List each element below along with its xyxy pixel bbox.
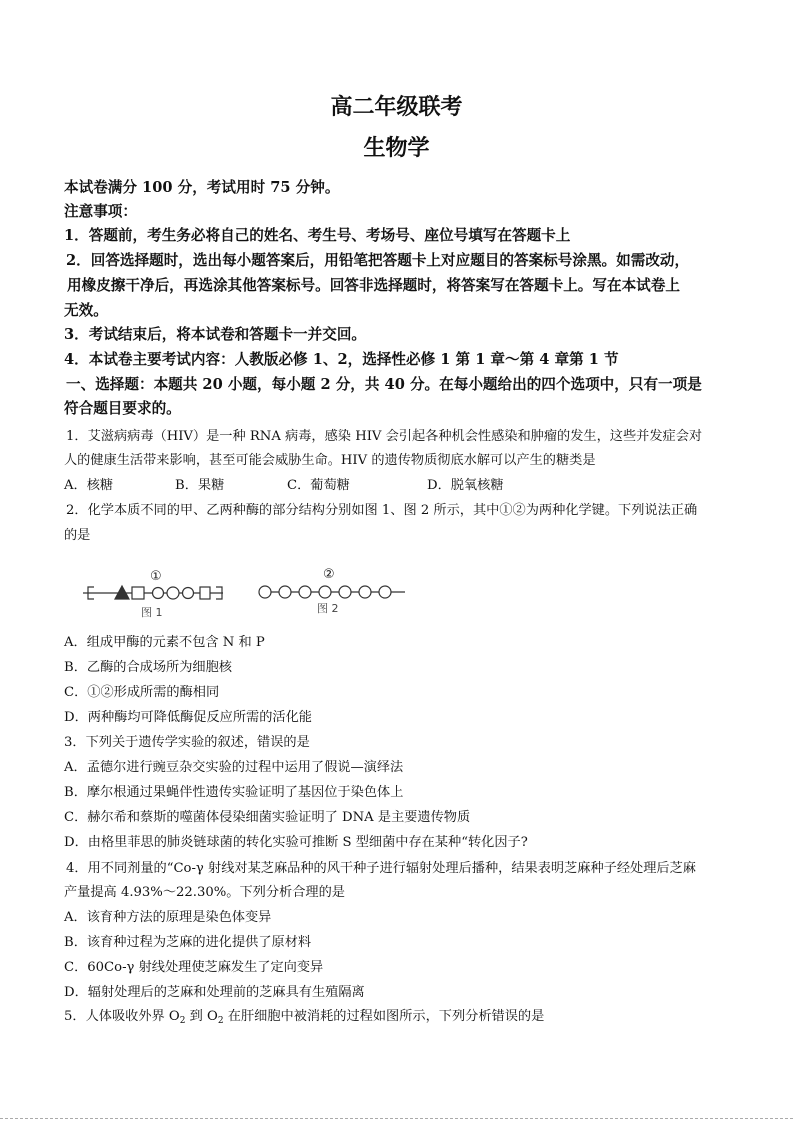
- exam-subject: 生物学: [363, 135, 430, 161]
- q3-option-a: A．孟德尔进行豌豆杂交实验的过程中运用了假说—演绎法: [64, 760, 404, 775]
- bond-2-label: ②: [323, 567, 335, 582]
- q2-option-d: D．两种酶均可降低酶促反应所需的活化能: [64, 710, 312, 725]
- figure-2-chain: [259, 586, 405, 598]
- q4-option-a: A．该育种方法的原理是染色体变异: [64, 910, 272, 925]
- enzyme-structure-figure: [80, 566, 420, 621]
- q5-stem: [64, 1005, 739, 1026]
- q1-option-d: D．脱氧核糖: [427, 478, 504, 493]
- q2-option-b: B．乙酶的合成场所为细胞核: [64, 660, 232, 675]
- figure-1-caption: 图 1: [141, 606, 163, 619]
- figure-1-chain: [83, 586, 223, 599]
- intro-line: 2．回答选择题时，选出每小题答案后，用铅笔把答题卡上对应题目的答案标号涂黑。如需改动，: [66, 252, 690, 269]
- q3-option-b: B．摩尔根通过果蝇伴性遗传实验证明了基因位于染色体上: [64, 785, 404, 800]
- intro-line: 4．本试卷主要考试内容：人教版必修 1、2，选择性必修 1 第 1 章～第 4 章第 1 节: [64, 351, 619, 368]
- q5-stem-c: 在肝细胞中被消耗的过程如图所示，下列分析错误的是: [223, 1009, 545, 1024]
- q1-option-a: A．核糖: [64, 478, 114, 493]
- q1-stem: 人的健康生活带来影响，甚至可能会威胁生命。HIV 的遗传物质彻底水解可以产生的糖类是: [64, 453, 596, 468]
- q2-option-c: C．①②形成所需的酶相同: [64, 685, 220, 700]
- q1-option-b: B．果糖: [175, 478, 225, 493]
- q2-stem: 2．化学本质不同的甲、乙两种酶的部分结构分别如图 1、图 2 所示，其中①②为两种化学键。下列说法正确: [66, 503, 698, 518]
- section-heading: 一、选择题：本题共 20 小题，每小题 2 分，共 40 分。在每小题给出的四个选项中，只有一项是: [66, 376, 702, 393]
- enzyme-diagram: [80, 566, 420, 621]
- exam-title: 高二年级联考: [330, 94, 463, 120]
- intro-line: 用橡皮擦干净后，再选涂其他答案标号。回答非选择题时，将答案写在答题卡上。写在本试卷上: [67, 277, 680, 294]
- page-bottom-divider: [0, 1118, 793, 1119]
- q1-stem: 1．艾滋病病毒（HIV）是一种 RNA 病毒，感染 HIV 会引起各种机会性感染和肿瘤的发生，这些并发症会对: [66, 429, 703, 444]
- q3-stem: 3．下列关于遗传学实验的叙述，错误的是: [64, 735, 310, 750]
- q1-option-c: C．葡萄糖: [287, 478, 350, 493]
- q2-option-a: A．组成甲酶的元素不包含 N 和 P: [64, 635, 265, 650]
- q4-option-c: C．60Co-γ 射线处理使芝麻发生了定向变异: [64, 960, 324, 975]
- q3-option-c: C．赫尔希和蔡斯的噬菌体侵染细菌实验证明了 DNA 是主要遗传物质: [64, 810, 471, 825]
- o2-subscript: 2: [217, 1016, 224, 1026]
- intro-line: 无效。: [64, 302, 108, 319]
- intro-line: 注意事项：: [64, 203, 137, 220]
- section-heading: 符合题目要求的。: [64, 400, 181, 417]
- figure-2-caption: 图 2: [317, 602, 339, 615]
- q5-stem-a: 5．人体吸收外界 O: [64, 1009, 180, 1024]
- q5-stem-b: 到 O: [185, 1009, 218, 1024]
- q2-stem: 的是: [64, 528, 91, 543]
- q3-option-d: D．由格里菲思的肺炎链球菌的转化实验可推断 S 型细菌中存在某种“转化因子?: [64, 835, 528, 850]
- intro-line: 3．考试结束后，将本试卷和答题卡一并交回。: [64, 326, 367, 343]
- intro-line: 本试卷满分 100 分，考试用时 75 分钟。: [64, 179, 340, 196]
- q4-option-d: D．辐射处理后的芝麻和处理前的芝麻具有生殖隔离: [64, 985, 365, 1000]
- q4-option-b: B．该育种过程为芝麻的进化提供了原材料: [64, 935, 312, 950]
- bond-1-label: ①: [150, 569, 162, 584]
- o2-subscript: 2: [179, 1016, 186, 1026]
- q4-stem: 4．用不同剂量的“Co-γ 射线对某芝麻品种的风干种子进行辐射处理后播种，结果表明芝麻种子经处理后芝麻: [66, 861, 696, 876]
- intro-line: 1．答题前，考生务必将自己的姓名、考生号、考场号、座位号填写在答题卡上: [64, 227, 571, 244]
- q4-stem: 产量提高 4.93%～22.30%。下列分析合理的是: [64, 885, 345, 900]
